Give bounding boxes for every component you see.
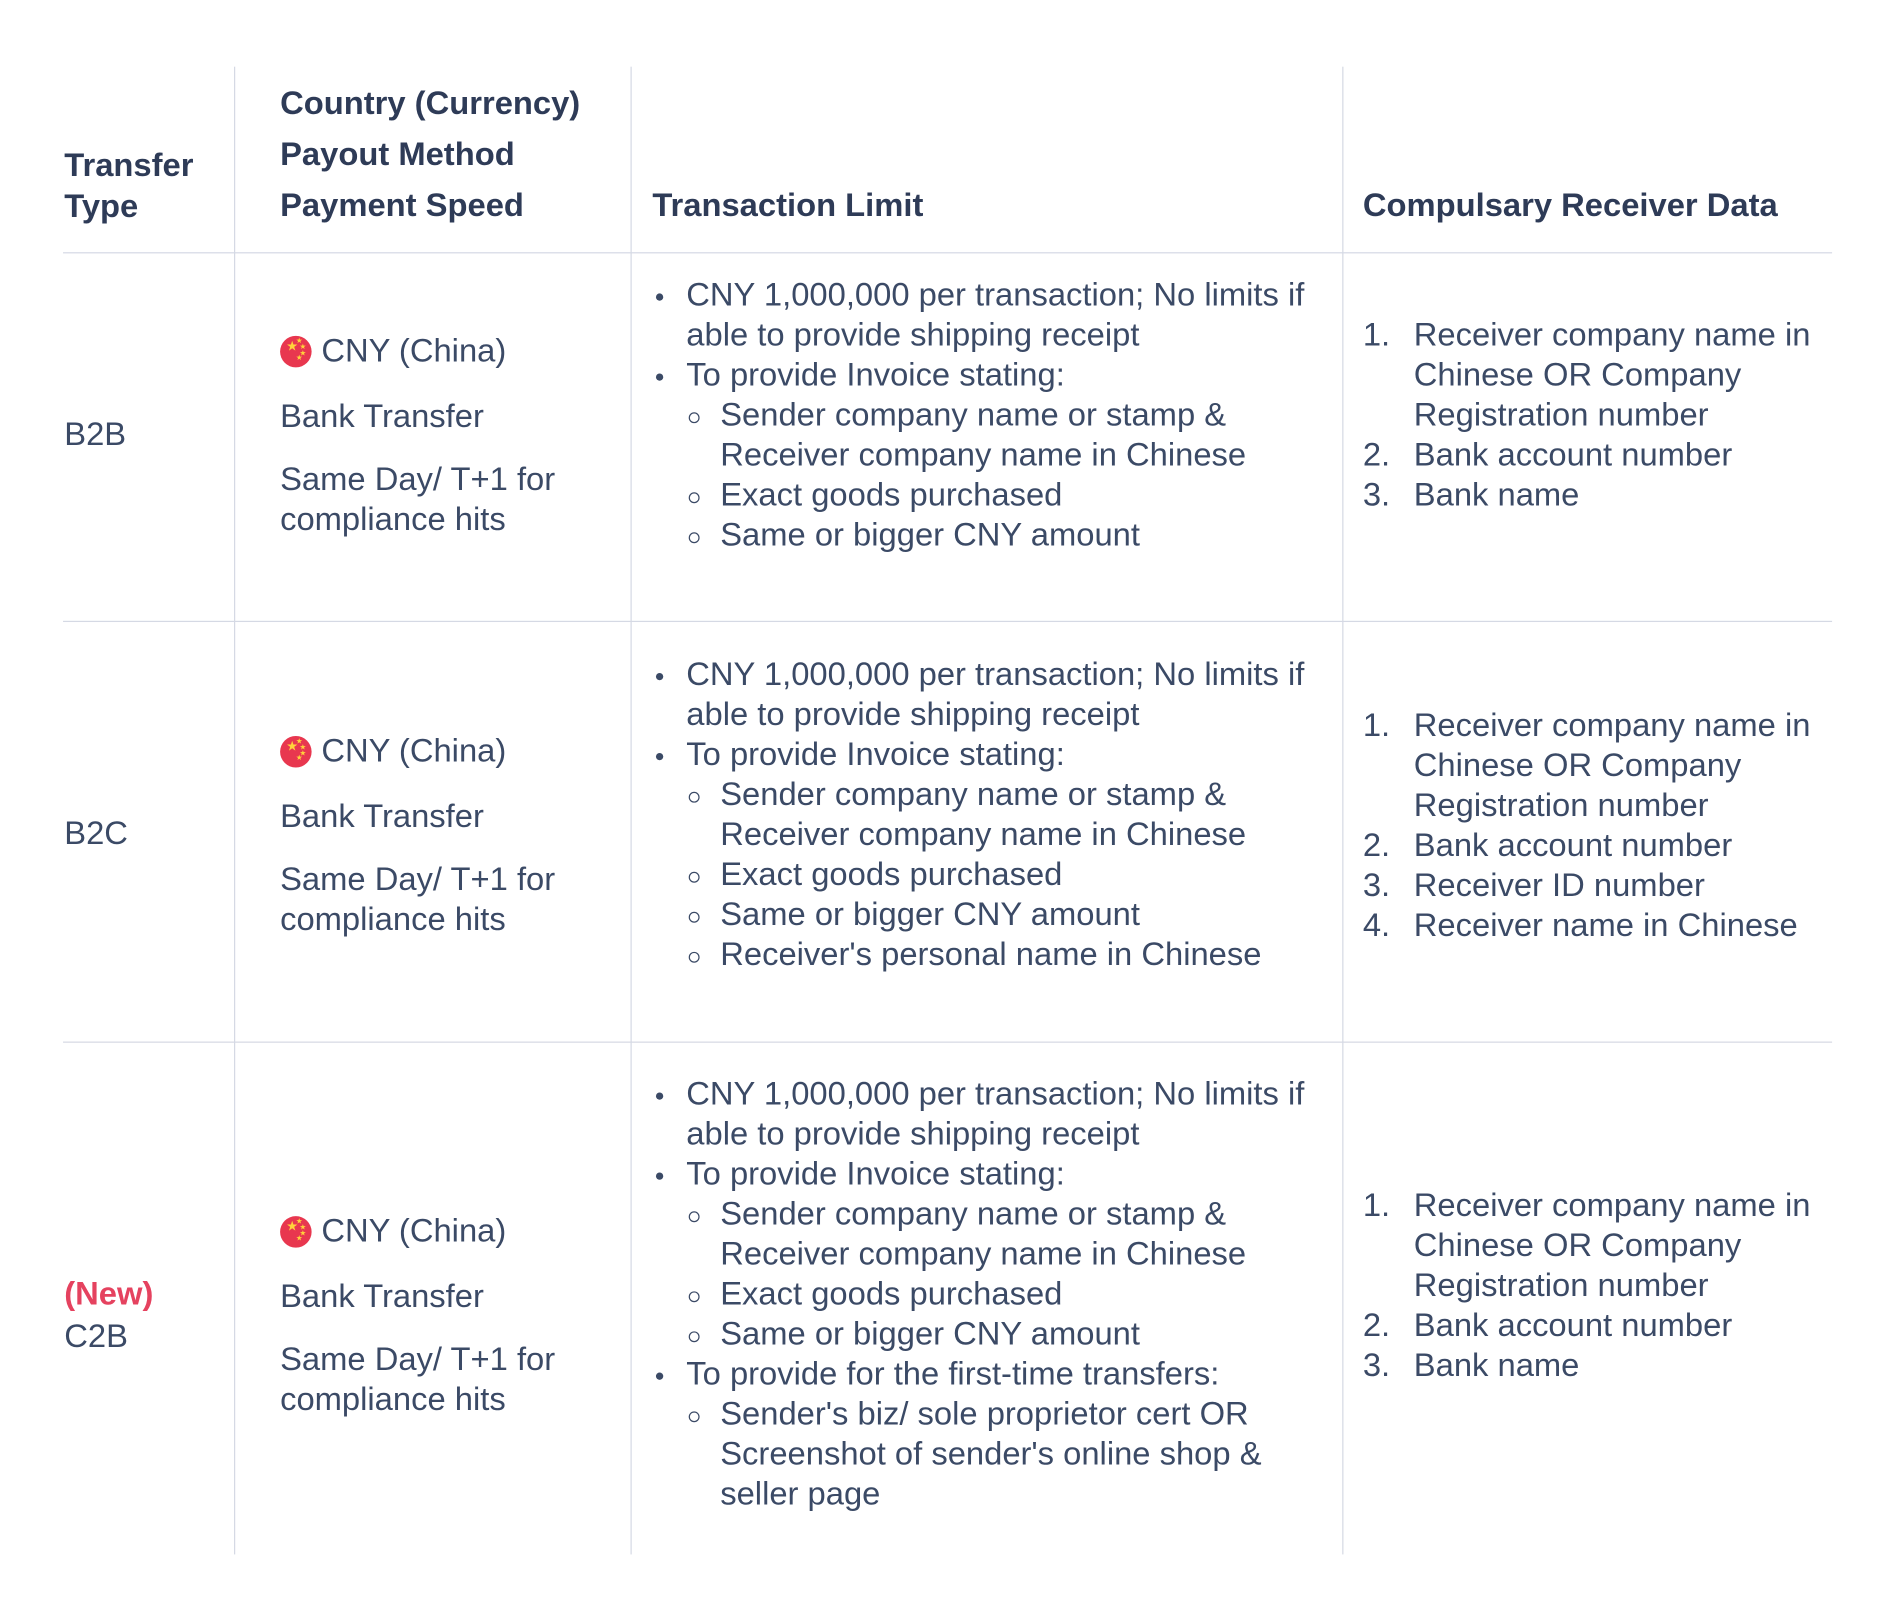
receiver-item	[1363, 435, 1836, 475]
header-transfer-type	[64, 139, 193, 231]
header-receiver-data: Compulsary Receiver Data	[1362, 186, 1778, 224]
payout-method: Bank Transfer	[280, 1277, 484, 1315]
row-b2c-type: B2C	[64, 814, 128, 852]
china-flag-icon: ★ ★ ★ ★ ★	[280, 335, 312, 367]
currency-line	[280, 731, 607, 771]
payment-speed: Same Day/ T+1 for compliance hits	[280, 460, 556, 538]
first-time-item: Sender's biz/ sole proprietor cert OR Screenshot of sender's online shop & seller page	[686, 1394, 1331, 1514]
invoice-item: Same or bigger CNY amount	[686, 895, 1331, 935]
invoice-item: Sender company name or stamp & Receiver company name in Chinese	[686, 775, 1331, 855]
payment-speed: Same Day/ T+1 for compliance hits	[280, 860, 556, 938]
receiver-number: 1.	[1362, 706, 1391, 744]
receiver-text: Bank account number	[1413, 1307, 1733, 1344]
limit-text: To provide for the first-time transfers:	[686, 1355, 1220, 1392]
invoice-item: Receiver's personal name in Chinese	[686, 935, 1331, 975]
receiver-number: 4.	[1362, 906, 1391, 944]
row-b2c-limit	[652, 655, 1331, 975]
receiver-item	[1363, 1186, 1836, 1306]
header-transfer-type-line2: Type	[64, 187, 139, 225]
limit-text: To provide Invoice stating:	[686, 356, 1065, 393]
header-country-line1: Country (Currency)	[280, 84, 581, 122]
invoice-item: Exact goods purchased	[686, 855, 1331, 895]
payout-method: Bank Transfer	[280, 797, 484, 835]
row-b2b-country	[280, 331, 607, 540]
row-divider	[63, 621, 1832, 622]
receiver-number: 2.	[1362, 436, 1391, 473]
receiver-text: Receiver company name in Chinese OR Company Registration number	[1413, 1187, 1811, 1304]
limit-item	[652, 1074, 1331, 1154]
header-transfer-type-line1: Transfer	[64, 146, 194, 184]
receiver-item	[1363, 1306, 1836, 1346]
row-c2b-country	[280, 1211, 607, 1420]
new-badge: (New)	[64, 1275, 154, 1312]
payment-speed: Same Day/ T+1 for compliance hits	[280, 1341, 556, 1418]
row-b2c-receiver	[1363, 706, 1836, 946]
receiver-text: Bank account number	[1413, 826, 1733, 864]
invoice-item: Exact goods purchased	[686, 475, 1331, 515]
limit-text: CNY 1,000,000 per transaction; No limits if able to provide shipping receipt	[686, 1075, 1305, 1152]
payout-method: Bank Transfer	[280, 397, 484, 435]
receiver-number: 3.	[1362, 1347, 1391, 1384]
row-c2b-type	[64, 1274, 153, 1356]
receiver-text: Bank account number	[1413, 436, 1733, 473]
receiver-text: Receiver company name in Chinese OR Company Registration number	[1413, 706, 1811, 824]
invoice-item: Sender company name or stamp & Receiver company name in Chinese	[686, 395, 1331, 475]
transfer-type-label: C2B	[64, 1317, 128, 1355]
header-transaction-limit: Transaction Limit	[652, 186, 924, 224]
limit-item	[652, 275, 1331, 355]
currency-label: CNY (China)	[321, 332, 507, 369]
receiver-item	[1363, 906, 1836, 946]
receiver-item	[1363, 866, 1836, 906]
row-c2b-receiver	[1363, 1186, 1836, 1386]
limit-text: CNY 1,000,000 per transaction; No limits if able to provide shipping receipt	[686, 276, 1305, 353]
column-divider	[631, 67, 632, 1555]
limit-item	[652, 655, 1331, 735]
receiver-item	[1363, 475, 1836, 515]
header-country-line3: Payment Speed	[280, 186, 524, 224]
column-divider	[234, 67, 235, 1555]
limit-text: To provide Invoice stating:	[686, 735, 1065, 773]
limit-item	[652, 1354, 1331, 1514]
row-divider	[63, 252, 1832, 253]
limit-item	[652, 355, 1331, 555]
row-divider	[63, 1042, 1832, 1043]
receiver-text: Bank name	[1413, 1347, 1580, 1384]
currency-line	[280, 331, 607, 371]
receiver-item	[1363, 706, 1836, 826]
receiver-text: Receiver company name in Chinese OR Company Registration number	[1413, 316, 1811, 433]
invoice-item: Sender company name or stamp & Receiver company name in Chinese	[686, 1194, 1331, 1274]
row-b2b-type: B2B	[64, 415, 127, 453]
china-flag-icon: ★ ★ ★ ★ ★	[280, 735, 312, 767]
invoice-item: Same or bigger CNY amount	[686, 515, 1331, 555]
limit-text: CNY 1,000,000 per transaction; No limits if able to provide shipping receipt	[686, 655, 1305, 733]
receiver-number: 1.	[1362, 316, 1391, 353]
column-divider	[1342, 67, 1343, 1555]
invoice-item: Exact goods purchased	[686, 1274, 1331, 1314]
row-c2b-limit	[652, 1074, 1331, 1514]
limit-text: To provide Invoice stating:	[686, 1155, 1065, 1192]
row-b2b-limit	[652, 275, 1331, 555]
receiver-item	[1363, 826, 1836, 866]
row-b2b-receiver	[1363, 315, 1836, 515]
receiver-number: 2.	[1362, 1307, 1391, 1344]
receiver-item	[1363, 315, 1836, 435]
receiver-number: 3.	[1362, 476, 1391, 513]
invoice-item: Same or bigger CNY amount	[686, 1314, 1331, 1354]
currency-line	[280, 1211, 607, 1251]
limit-item	[652, 1154, 1331, 1354]
limit-item	[652, 735, 1331, 975]
china-flag-icon: ★ ★ ★ ★ ★	[280, 1216, 312, 1248]
currency-label: CNY (China)	[321, 1212, 507, 1249]
currency-label: CNY (China)	[321, 732, 507, 769]
header-country	[280, 78, 607, 231]
receiver-text: Receiver name in Chinese	[1413, 906, 1798, 944]
receiver-number: 2.	[1362, 826, 1391, 864]
receiver-text: Bank name	[1413, 476, 1580, 513]
header-country-line2: Payout Method	[280, 135, 515, 173]
receiver-number: 1.	[1362, 1187, 1391, 1224]
receiver-number: 3.	[1362, 866, 1391, 904]
row-b2c-country	[280, 731, 607, 940]
receiver-text: Receiver ID number	[1413, 866, 1705, 904]
receiver-item	[1363, 1346, 1836, 1386]
